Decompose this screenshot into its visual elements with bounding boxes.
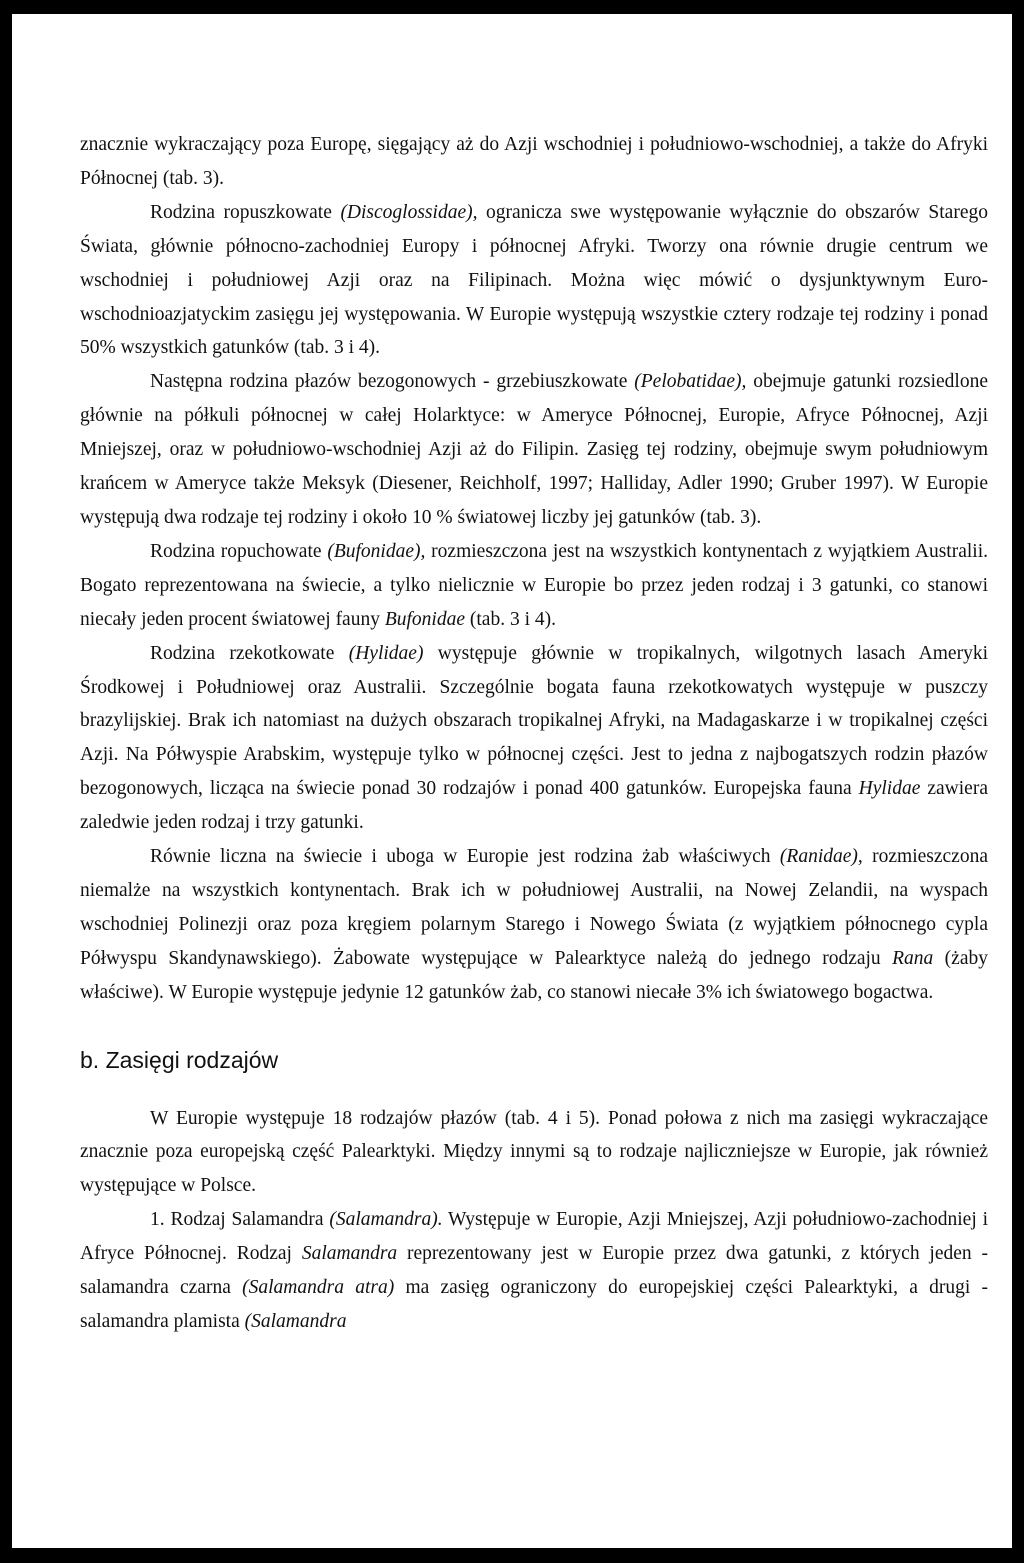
- text-run: obejmuje gatunki rozsiedlone głównie na półkuli północnej w całej Holarktyce: w Ameryce Północnej, Europie, Afryce Północnej, Azji Mniejszej, oraz w południowo-wschodniej Azji aż do Filipin. Zasięg tej rodziny, obejmuje swym południowym krańcem w Ameryce także Meksyk (Diesener, Reichholf, 1997; Halliday, Adler 1990; Gruber 1997). W Europie występują dwa rodzaje tej rodziny i około 10 % światowej liczby jej gatunków (tab. 3).: [80, 371, 988, 528]
- text-run: rozmieszczona jest na wszystkich kontynentach z wyjątkiem Australii. Bogato reprezentowana na świecie, a tylko nielicznie w Europie bo przez jeden rodzaj i 3 gatunki, co stanowi niecały jeden procent światowej fauny: [80, 540, 988, 630]
- text-run: (żaby właściwe). W Europie występuje jedynie 12 gatunków żab, co stanowi niecałe 3% ich światowego bogactwa.: [80, 947, 988, 1003]
- latin-name: (Salamandra).: [329, 1209, 443, 1231]
- latin-name: Rana: [892, 947, 934, 969]
- latin-name: (Hylidae): [348, 642, 424, 664]
- numbered-item: [80, 1203, 988, 1339]
- text-run: rozmieszczona niemalże na wszystkich kontynentach. Brak ich w południowej Australii, na Nowej Zelandii, na wyspach wschodniej Polinezji oraz poza kręgiem polarnym Starego i Nowego Świata (z wyjątkiem północnego cypla Półwyspu Skandynawskiego). Żabowate występujące w Palearktyce należą do jednego rodzaju: [80, 846, 988, 969]
- paragraph: [80, 840, 988, 1010]
- text-run: zawiera zaledwie jeden rodzaj i trzy gatunki.: [80, 778, 988, 834]
- paragraph: [80, 196, 988, 366]
- latin-name: (Ranidae),: [779, 846, 863, 868]
- paragraph: [80, 637, 988, 840]
- latin-name: (Discoglossidae),: [340, 201, 478, 223]
- latin-name: (Bufonidae),: [327, 540, 426, 562]
- text-run: W Europie występuje 18 rodzajów płazów (tab. 4 i 5). Ponad połowa z nich ma zasięgi wykraczające znacznie poza europejską część Palearktyki. Między innymi są to rodzaje najliczniejsze w Europie, jak również występujące w Polsce.: [80, 1107, 988, 1197]
- text-run: ma zasięg ograniczony do europejskiej części Palearktyki, a drugi - salamandra plamista: [80, 1277, 988, 1332]
- latin-name: Salamandra: [301, 1243, 398, 1265]
- paragraph: [80, 535, 988, 637]
- text-run: Rodzina rzekotkowate: [150, 642, 349, 664]
- latin-name: Bufonidae: [384, 608, 465, 630]
- paragraph: [80, 1102, 988, 1204]
- latin-name: (Pelobatidae),: [634, 371, 747, 393]
- latin-name: (Salamandra atra): [242, 1277, 395, 1299]
- document-body: [80, 128, 988, 1339]
- text-run: reprezentowany jest w Europie przez dwa gatunki, z których jeden - salamandra czarna: [80, 1243, 989, 1299]
- document-page: [12, 14, 1012, 1548]
- latin-name: Hylidae: [858, 778, 921, 800]
- text-run: Rodzina ropuchowate: [150, 540, 328, 562]
- text-run: (tab. 3 i 4).: [465, 608, 556, 630]
- section-heading: b. Zasięgi rodzajów: [80, 1046, 279, 1073]
- text-run: 1. Rodzaj Salamandra: [150, 1209, 330, 1231]
- text-run: Występuje w Europie, Azji Mniejszej, Azji południowo-zachodniej i Afryce Północnej. Rodzaj: [80, 1209, 988, 1265]
- text-run: Następna rodzina płazów bezogonowych - grzebiuszkowate: [150, 371, 635, 393]
- text-run: ogranicza swe występowanie wyłącznie do obszarów Starego Świata, głównie północno-zachodniej Europy i północnej Afryki. Tworzy ona równie drugie centrum we wschodniej i południowej Azji oraz na Filipinach. Można więc mówić o dysjunktywnym Euro-wschodnioazjatyckim zasięgu jej występowania. W Europie występują wszystkie cztery rodzaje tej rodziny i ponad 50% wszystkich gatunków (tab. 3 i 4).: [80, 201, 988, 359]
- paragraph: [80, 365, 988, 535]
- paragraph: [80, 128, 988, 196]
- text-run: występuje głównie w tropikalnych, wilgotnych lasach Ameryki Środkowej i Południowej oraz Australii. Szczególnie bogata fauna rzekotkowatych występuje w puszczy brazylijskiej. Brak ich natomiast na dużych obszarach tropikalnej Afryki, na Madagaskarze i w tropikalnej części Azji. Na Półwyspie Arabskim, występuje tylko w północnej części. Jest to jedna z najbogatszych rodzin płazów bezogonowych, licząca na świecie ponad 30 rodzajów i ponad 400 gatunków. Europejska fauna: [80, 642, 988, 800]
- text-run: Równie liczna na świecie i uboga w Europie jest rodzina żab właściwych: [150, 846, 780, 868]
- text-run: znacznie wykraczający poza Europę, sięgający aż do Azji wschodniej i południowo-wschodniej, a także do Afryki Północnej (tab. 3).: [80, 134, 988, 189]
- latin-name: (Salamandra: [244, 1311, 347, 1332]
- text-run: Rodzina ropuszkowate: [150, 201, 341, 223]
